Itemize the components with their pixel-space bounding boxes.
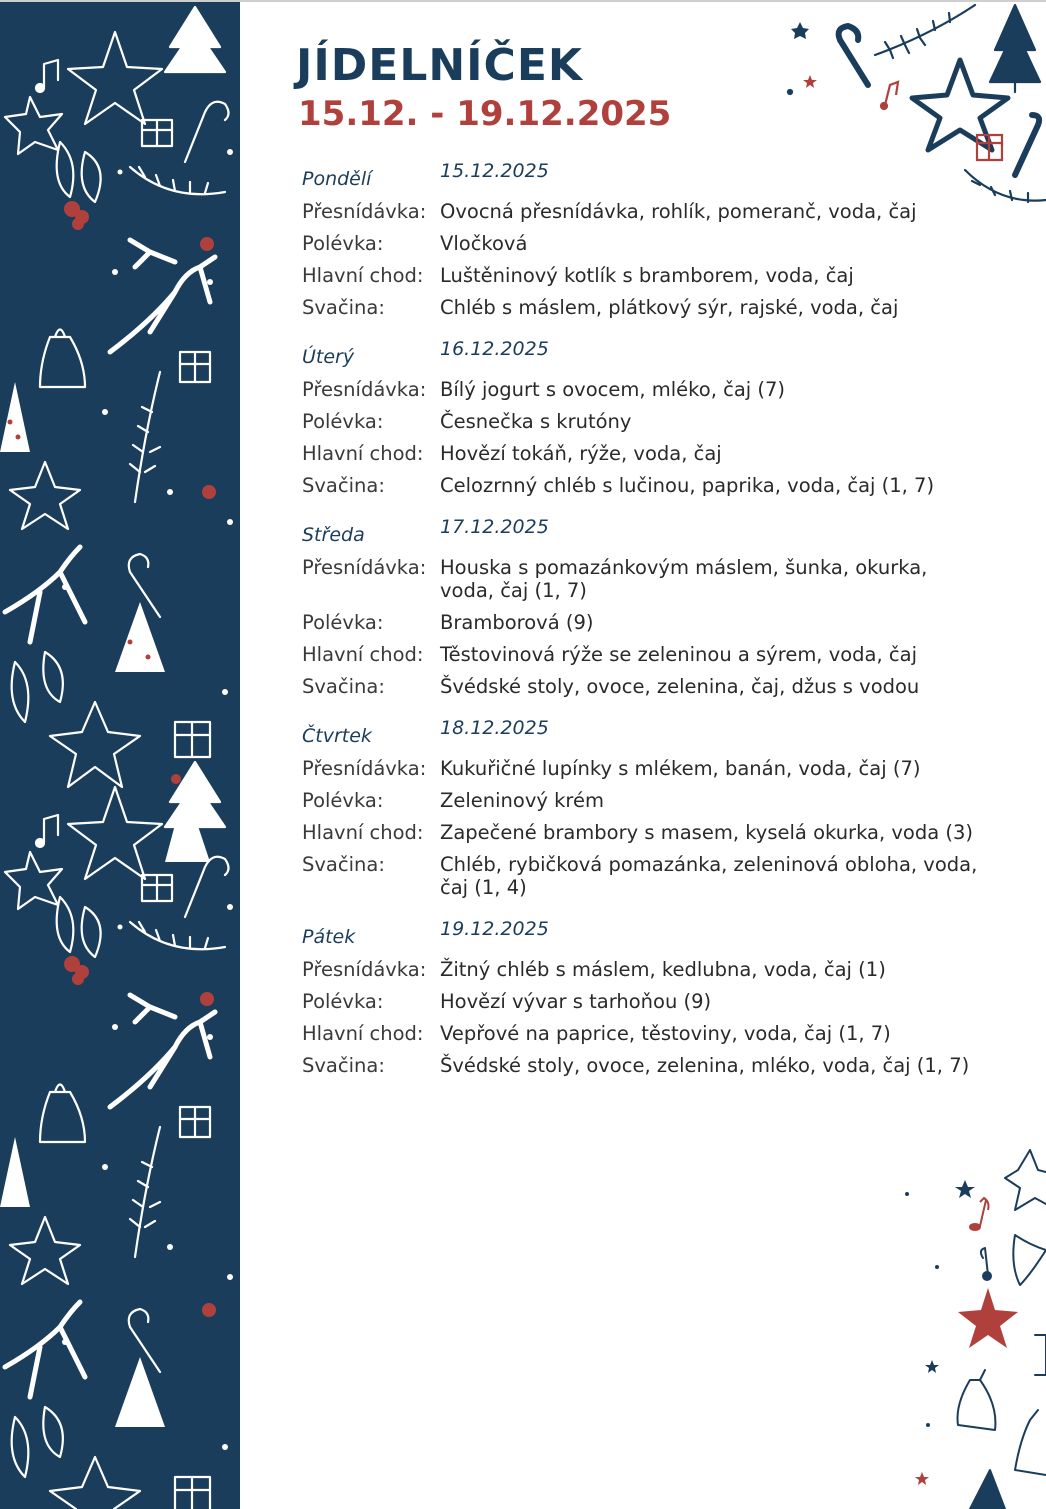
meal-row (302, 556, 982, 602)
meal-label: Hlavní chod: (302, 643, 424, 666)
meal-row (302, 1022, 982, 1045)
meal-row (302, 789, 982, 812)
day-header (302, 918, 982, 958)
bottom-right-decoration (880, 1140, 1046, 1509)
day-section (302, 160, 982, 319)
meal-label: Polévka: (302, 232, 384, 255)
meal-text: Bílý jogurt s ovocem, mléko, čaj (7) (440, 378, 786, 401)
meal-text: Vločková (440, 232, 528, 255)
meal-row (302, 296, 982, 319)
meal-label: Hlavní chod: (302, 264, 424, 287)
meal-text: Žitný chléb s máslem, kedlubna, voda, čaj (1) (440, 958, 886, 981)
meal-text: Vepřové na paprice, těstoviny, voda, čaj (1, 7) (440, 1022, 891, 1045)
tree-icon (990, 5, 1040, 82)
candy-cane2-icon (129, 554, 160, 617)
meal-text: Těstovinová rýže se zeleninou a sýrem, voda, čaj (440, 643, 917, 666)
tree-white-icon (0, 382, 210, 1427)
branch-icon (130, 167, 225, 194)
meal-label: Polévka: (302, 410, 384, 433)
meal-row (302, 232, 982, 255)
day-section (302, 338, 982, 497)
gift-icon (1035, 1335, 1046, 1375)
meal-label: Polévka: (302, 611, 384, 634)
day-name: Úterý (302, 346, 355, 368)
gift3-icon (175, 722, 210, 757)
meal-label: Hlavní chod: (302, 442, 424, 465)
meal-row (302, 200, 982, 223)
meal-label: Svačina: (302, 296, 385, 319)
meal-text: Česnečka s krutóny (440, 410, 632, 433)
candy-cane-icon (839, 26, 868, 85)
meal-text: Zeleninový krém (440, 789, 604, 812)
meal-text: Hovězí vývar s tarhoňou (9) (440, 990, 712, 1013)
star-small-icon (955, 1180, 975, 1198)
day-date: 17.12.2025 (440, 516, 549, 538)
date-range: 15.12. - 19.12.2025 (298, 94, 672, 134)
red-star-icon (958, 1288, 1018, 1348)
page-title: JÍDELNÍČEK (296, 40, 583, 91)
reindeer2-icon (5, 547, 85, 642)
meal-label: Přesnídávka: (302, 757, 427, 780)
meal-text: Chléb, rybičková pomazánka, zeleninová obloha, voda, čaj (1, 4) (440, 853, 978, 899)
red-star-icon (803, 75, 817, 88)
red-berries (8, 201, 217, 1317)
holly-icon (1013, 1235, 1046, 1285)
day-name: Pátek (302, 926, 356, 948)
meal-text: Celozrnný chléb s lučinou, paprika, voda, čaj (1, 7) (440, 474, 935, 497)
day-name: Čtvrtek (302, 725, 372, 747)
flower-star-icon (50, 702, 140, 787)
holly-icon (57, 142, 101, 202)
meal-row (302, 853, 982, 899)
day-header (302, 160, 982, 200)
candy-cane2-icon (1015, 115, 1039, 175)
meal-label: Přesnídávka: (302, 200, 427, 223)
meal-row (302, 378, 982, 401)
meal-row (302, 821, 982, 844)
meal-label: Přesnídávka: (302, 378, 427, 401)
meal-row (302, 410, 982, 433)
music-note-icon (981, 1248, 988, 1275)
day-header (302, 338, 982, 378)
meal-row (302, 757, 982, 780)
meal-text: Hovězí tokáň, rýže, voda, čaj (440, 442, 722, 465)
meal-row (302, 958, 982, 981)
meal-text: Švédské stoly, ovoce, zelenina, čaj, džus s vodou (440, 675, 920, 698)
branch-icon (875, 5, 975, 58)
bell-icon (958, 1370, 996, 1430)
candy-cane-icon (185, 102, 229, 162)
meal-label: Polévka: (302, 789, 384, 812)
meal-row (302, 1054, 982, 1077)
meal-label: Svačina: (302, 1054, 385, 1077)
meal-row (302, 675, 982, 698)
meal-label: Svačina: (302, 675, 385, 698)
small-star-icon (791, 22, 809, 39)
meal-row (302, 264, 982, 287)
day-date: 15.12.2025 (440, 160, 549, 182)
day-name: Pondělí (302, 168, 372, 190)
tree-icon (970, 1470, 1005, 1509)
reindeer-icon (110, 240, 215, 352)
christmas-pattern (0, 2, 240, 1509)
meal-row (302, 611, 982, 634)
meal-text: Švédské stoly, ovoce, zelenina, mléko, voda, čaj (1, 7) (440, 1054, 970, 1077)
meal-row (302, 442, 982, 465)
branch2-icon (130, 372, 160, 502)
day-date: 16.12.2025 (440, 338, 549, 360)
meal-label: Svačina: (302, 474, 385, 497)
gift-icon (142, 120, 172, 146)
day-date: 18.12.2025 (440, 717, 549, 739)
holly2-icon (12, 652, 63, 722)
meal-row (302, 643, 982, 666)
meal-label: Polévka: (302, 990, 384, 1013)
star-icon (68, 32, 162, 124)
meal-row (302, 474, 982, 497)
tree-icon (165, 7, 225, 72)
day-section (302, 918, 982, 1077)
meal-text: Zapečené brambory s masem, kyselá okurka, voda (3) (440, 821, 973, 844)
meal-text: Chléb s máslem, plátkový sýr, rajské, voda, čaj (440, 296, 899, 319)
meal-text: Bramborová (9) (440, 611, 594, 634)
gift-icon (977, 135, 1002, 160)
music-note-icon (44, 60, 58, 87)
day-name: Středa (302, 524, 365, 546)
meal-label: Přesnídávka: (302, 958, 427, 981)
day-date: 19.12.2025 (440, 918, 549, 940)
poinsettia-icon (5, 97, 62, 154)
meal-label: Svačina: (302, 853, 385, 876)
day-section (302, 516, 982, 698)
meal-text: Kukuřičné lupínky s mlékem, banán, voda, čaj (7) (440, 757, 921, 780)
meal-row (302, 990, 982, 1013)
meal-text: Luštěninový kotlík s bramborem, voda, čaj (440, 264, 854, 287)
meal-text: Houska s pomazánkovým máslem, šunka, okurka, voda, čaj (1, 7) (440, 556, 928, 602)
meal-label: Hlavní chod: (302, 821, 424, 844)
snowflake-star-icon (10, 462, 80, 529)
meal-text: Ovocná přesnídávka, rohlík, pomeranč, voda, čaj (440, 200, 917, 223)
gift2-icon (180, 352, 210, 382)
meal-label: Přesnídávka: (302, 556, 427, 579)
poinsettia-icon (1005, 1150, 1046, 1210)
day-header (302, 516, 982, 556)
meal-label: Hlavní chod: (302, 1022, 424, 1045)
day-section (302, 717, 982, 899)
music-note-icon (885, 82, 898, 105)
bell-icon (40, 330, 85, 388)
christmas-pattern-sidebar (0, 2, 240, 1509)
bell2-icon (1015, 1410, 1046, 1475)
day-header (302, 717, 982, 757)
weekly-menu (302, 160, 982, 1096)
